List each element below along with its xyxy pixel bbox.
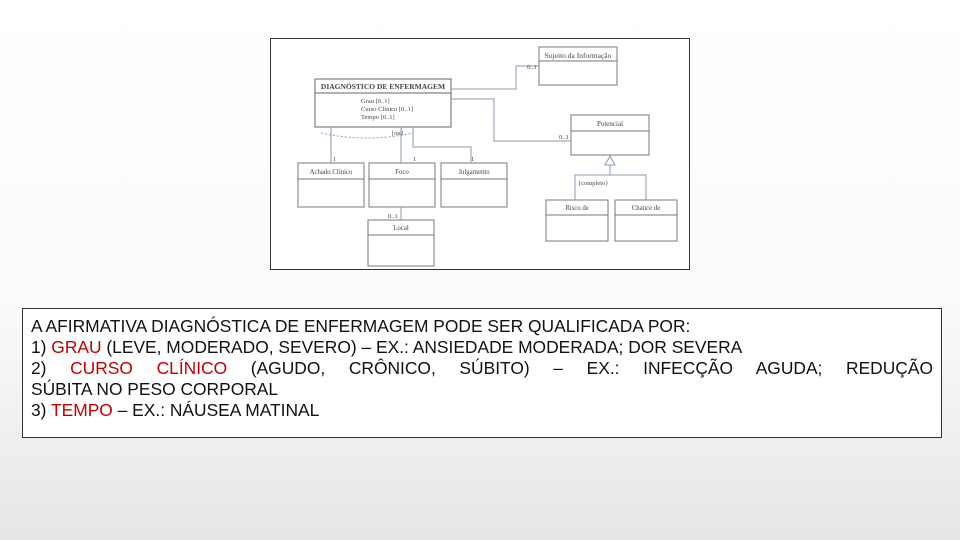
class-diagnostico-attr-grau: Grau [0..1] — [361, 98, 390, 105]
uml-diagram — [270, 38, 690, 270]
class-sujeito-name: Sujeito da Informação — [544, 51, 612, 60]
item-number: 2) — [31, 358, 71, 378]
class-achado-name: Achado Clínico — [309, 169, 353, 176]
item-number: 3) — [31, 400, 51, 420]
mult-sujeito: 0..1 — [527, 64, 537, 71]
uml-diagram-svg — [271, 39, 691, 271]
assoc-diagnostico-sujeito — [451, 66, 539, 89]
mult-local: 0..1 — [388, 213, 398, 220]
class-risco-name: Risco de — [565, 205, 589, 212]
caption-item-tempo — [31, 400, 933, 421]
item-description: (LEVE, MODERADO, SEVERO) – EX.: ANSIEDADE MODERADA; DOR SEVERA — [101, 337, 743, 357]
caption-box — [22, 308, 942, 438]
assoc-diagnostico-julgamento — [413, 127, 471, 163]
caption-item-curso-clinico-cont: SÚBITA NO PESO CORPORAL — [31, 379, 279, 399]
class-diagnostico-attr-tempo: Tempo [0..1] — [361, 114, 395, 121]
class-local-name: Local — [393, 225, 409, 232]
assoc-diagnostico-potencial — [451, 99, 571, 141]
class-foco-name: Foco — [395, 169, 409, 176]
item-description: – EX.: NÁUSEA MATINAL — [112, 400, 320, 420]
caption-item-curso-clinico — [31, 358, 933, 379]
class-julgamento-name: Julgamento — [458, 169, 490, 176]
class-diagnostico-name: DIAGNÓSTICO DE ENFERMAGEM — [320, 82, 446, 91]
class-diagnostico-attr-curso: Curso Clínico [0..1] — [361, 106, 413, 113]
item-number: 1) — [31, 337, 52, 357]
constraint-ou: {ou} — [391, 130, 404, 137]
item-keyword-curso-clinico: CURSO CLÍNICO — [70, 358, 228, 378]
item-description: (AGUDO, CRÔNICO, SÚBITO) – EX.: INFECÇÃO AGUDA; REDUÇÃO — [227, 358, 933, 378]
mult-julgamento: 1 — [471, 156, 475, 163]
item-keyword-grau: GRAU — [51, 337, 102, 357]
class-chance-name: Chance de — [631, 205, 661, 212]
constraint-completo: {completo} — [578, 180, 609, 187]
mult-potencial: 0..1 — [559, 134, 569, 141]
mult-foco: 1 — [413, 156, 417, 163]
generalization-arrow — [605, 156, 615, 165]
item-keyword-tempo: TEMPO — [50, 400, 113, 420]
mult-achado: 1 — [333, 156, 337, 163]
class-potencial-name: Potencial — [596, 120, 624, 128]
caption-heading: A AFIRMATIVA DIAGNÓSTICA DE ENFERMAGEM PODE SER QUALIFICADA POR: — [31, 316, 691, 336]
caption-item-grau — [31, 337, 933, 358]
